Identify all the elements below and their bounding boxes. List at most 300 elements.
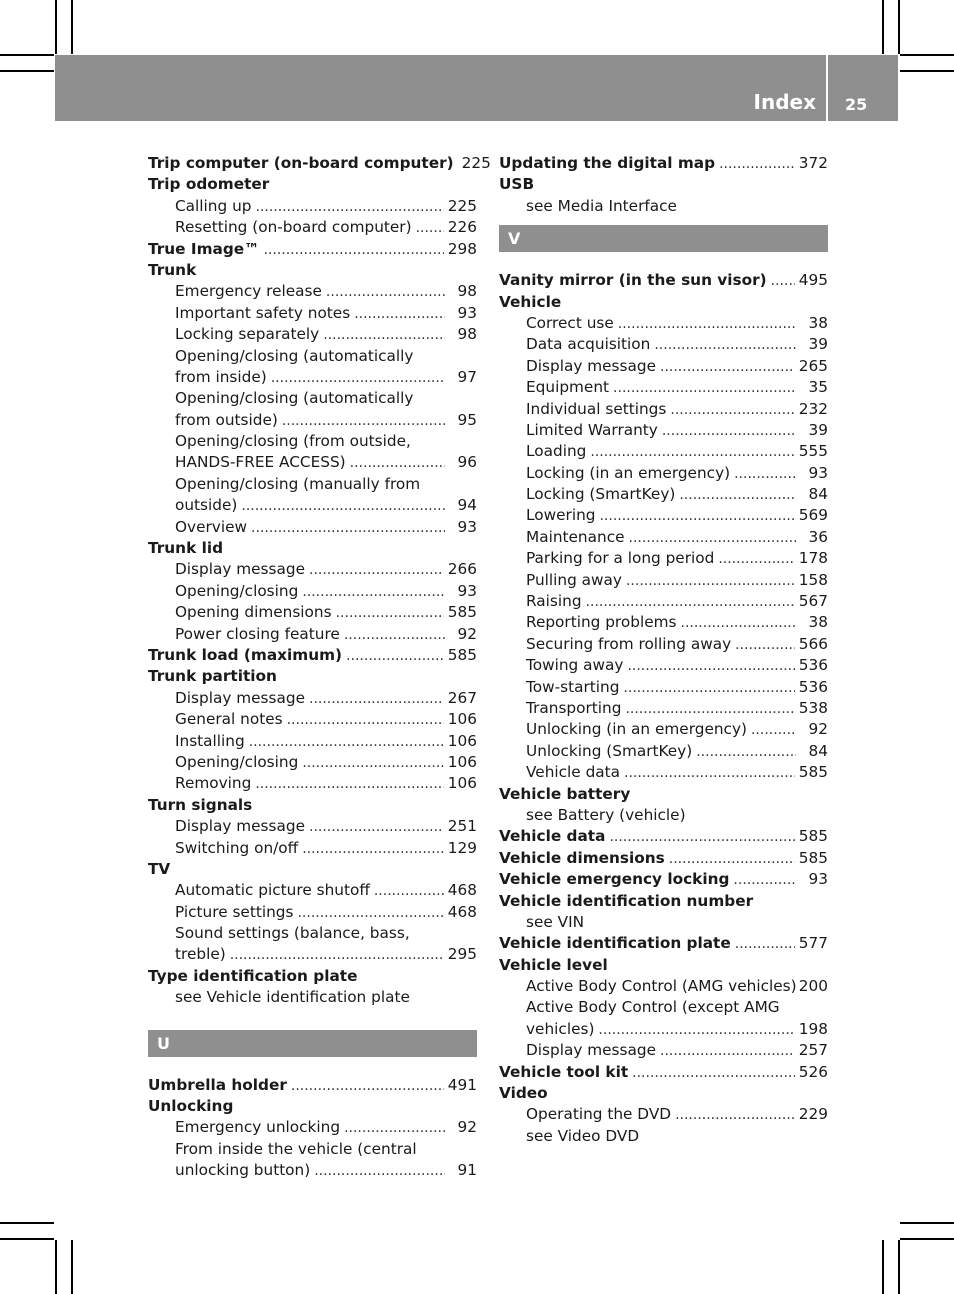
index-subentry [499,634,828,655]
page-ref: 36 [808,527,828,546]
entry-text: Picture settings [175,902,294,921]
entry-text: Display message [175,817,305,836]
entry-text: Maintenance [526,527,625,546]
entry-text: Vehicle identification number [499,891,754,910]
leader-dots [632,1063,795,1084]
leader-dots [350,453,445,474]
entry-text: Vehicle battery [499,784,631,803]
entry-text: Turn signals [148,795,253,814]
index-entry [148,1096,477,1117]
entry-text: Vehicle dimensions [499,848,665,867]
index-subentry [148,987,477,1008]
leader-dots [287,710,444,731]
crop-mark [900,70,954,72]
page-ref: 39 [808,335,828,354]
entry-text: see Vehicle identification plate [175,988,410,1007]
index-entry [499,270,828,291]
page-ref: 93 [457,303,477,322]
page-ref: 569 [798,506,828,525]
entry-text: Important safety notes [175,303,351,322]
index-subentry [499,976,828,997]
entry-text: Vanity mirror (in the sun visor) [499,271,767,290]
index-subentry [499,356,828,377]
crop-mark [71,1240,73,1294]
leader-dots [586,592,795,613]
leader-dots [679,485,796,506]
crop-mark [55,1240,57,1294]
page-ref: 91 [457,1161,477,1180]
index-entry [499,826,828,847]
page-ref: 198 [798,1019,828,1038]
leader-dots [297,903,443,924]
entry-text: Resetting (on-board computer) [175,218,412,237]
index-column-left [148,153,491,1182]
entry-text: Towing away [526,656,624,675]
index-subentry [148,281,477,302]
leader-dots [735,635,795,656]
page-ref: 538 [798,698,828,717]
entry-text: Individual settings [526,399,667,418]
leader-dots [309,560,444,581]
page-ref: 251 [447,817,477,836]
leader-dots [681,613,797,634]
index-subentry [148,773,477,794]
index-subentry [148,217,477,238]
index-subentry [148,324,477,345]
page-ref: 526 [798,1062,828,1081]
leader-dots [733,870,796,891]
entry-text: USB [499,175,535,194]
index-subentry [499,612,828,633]
page-ref: 585 [447,645,477,664]
index-entry [499,1083,828,1104]
leader-dots [336,603,444,624]
entry-text: Calling up [175,196,252,215]
page-ref: 468 [447,881,477,900]
entry-text: Correct use [526,313,614,332]
index-subentry [499,1104,828,1125]
index-subentry [499,313,828,334]
index-subentry [499,420,828,441]
leader-dots [613,378,796,399]
index-entry [148,153,491,174]
entry-text: Opening/closing (automatically [175,346,414,365]
leader-dots [344,1118,445,1139]
entry-text: Limited Warranty [526,420,658,439]
index-subentry [499,399,828,420]
index-subentry [499,505,828,526]
entry-text: Installing [175,731,245,750]
entry-text: Raising [526,592,582,611]
index-subentry [148,1117,477,1138]
page-ref: 266 [447,560,477,579]
index-subentry [148,581,477,602]
page-ref: 106 [447,774,477,793]
entry-text: Opening/closing (automatically [175,389,414,408]
leader-dots [590,442,794,463]
page-ref: 229 [798,1105,828,1124]
page-ref: 372 [798,154,828,172]
entry-text: Vehicle level [499,955,608,974]
index-subentry [148,517,477,538]
page-ref: 265 [798,356,828,375]
entry-text: Parking for a long period [526,549,715,568]
page-ref: 96 [457,453,477,472]
entry-text: Vehicle tool kit [499,1062,629,1081]
index-entry [148,966,477,987]
index-subentry [499,677,828,698]
index-subentry [148,923,477,944]
entry-text: Automatic picture shutoff [175,881,370,900]
leader-dots [326,282,445,303]
index-subentry [499,1019,828,1040]
index-entry [499,153,828,174]
crop-mark [900,1222,954,1224]
page-ref: 129 [447,838,477,857]
entry-text: General notes [175,710,283,729]
entry-text: Operating the DVD [526,1105,672,1124]
page-ref: 84 [808,741,828,760]
index-entry [499,933,828,954]
entry-text: Unlocking [148,1097,234,1116]
index-subentry [499,570,828,591]
leader-dots [271,368,445,389]
entry-text: Transporting [526,698,622,717]
crop-mark [55,0,57,54]
page-ref: 585 [447,603,477,622]
page-ref: 98 [457,325,477,344]
leader-dots [734,464,796,485]
page-ref: 585 [798,763,828,782]
entry-text: From inside the vehicle (central [175,1139,417,1158]
entry-text: see Video DVD [526,1126,640,1145]
page-ref: 106 [447,752,477,771]
index-entry [148,538,477,559]
leader-dots [230,945,444,966]
entry-text: Securing from rolling away [526,634,732,653]
entry-text: Vehicle emergency locking [499,870,730,889]
page-ref: 106 [447,731,477,750]
entry-text: HANDS-FREE ACCESS) [175,453,346,472]
page-title: Index [753,90,816,114]
page-number: 25 [845,95,868,114]
index-subentry [148,452,477,473]
leader-dots [670,400,794,421]
entry-text: Vehicle data [499,827,606,846]
leader-dots [627,656,794,677]
leader-dots [662,421,796,442]
index-subentry [148,196,477,217]
leader-dots [629,528,796,549]
entry-text: True Image™ [148,239,260,258]
leader-dots [416,218,444,239]
leader-dots [599,506,794,527]
entry-text: Unlocking (SmartKey) [526,741,693,760]
entry-text: Sound settings (balance, bass, [175,924,410,943]
leader-dots [598,1020,794,1041]
index-subentry [148,495,477,516]
index-entry [499,955,828,976]
entry-text: Trip computer (on-board computer) [148,154,454,172]
index-subentry [499,1040,828,1061]
leader-dots [771,271,795,292]
page-ref: 495 [798,271,828,290]
index-subentry [148,624,477,645]
page-ref: 585 [798,848,828,867]
index-subentry [148,346,477,367]
leader-dots [263,240,443,261]
page-ref: 93 [808,870,828,889]
entry-text: outside) [175,496,238,515]
entry-text: Updating the digital map [499,154,716,172]
leader-dots [719,154,795,175]
page-ref: 38 [808,613,828,632]
leader-dots [346,646,444,667]
entry-text: Power closing feature [175,624,340,643]
entry-text: Opening dimensions [175,603,332,622]
index-subentry [148,688,477,709]
entry-text: see Media Interface [526,196,677,215]
entry-text: Opening/closing [175,752,299,771]
page-ref: 93 [808,463,828,482]
leader-dots [323,325,445,346]
crop-mark [0,1222,54,1224]
entry-text: Opening/closing (manually from [175,474,421,493]
index-subentry [499,698,828,719]
crop-mark [0,1238,54,1240]
entry-text: Display message [526,356,656,375]
page-ref: 468 [447,902,477,921]
entry-text: Type identification plate [148,966,358,985]
entry-text: Unlocking (in an emergency) [526,720,747,739]
index-subentry [499,719,828,740]
page-ref: 491 [447,1075,477,1094]
entry-text: Display message [526,1041,656,1060]
leader-dots [291,1076,444,1097]
leader-dots [654,335,796,356]
leader-dots [314,1161,445,1182]
index-subentry [499,463,828,484]
index-entry [148,1075,477,1096]
header-divider [826,55,828,121]
entry-text: Opening/closing [175,581,299,600]
page-ref: 92 [457,624,477,643]
crop-mark [900,1238,954,1240]
leader-dots [660,357,795,378]
index-entry [148,795,477,816]
entry-text: treble) [175,945,226,964]
index-subentry [499,334,828,355]
page-ref: 257 [798,1041,828,1060]
entry-text: from outside) [175,410,278,429]
page-ref: 585 [798,827,828,846]
page-ref: 97 [457,367,477,386]
leader-dots [696,742,796,763]
index-subentry [148,731,477,752]
entry-text: Reporting problems [526,613,677,632]
entry-text: Trunk load (maximum) [148,645,343,664]
crop-mark [882,0,884,54]
page-ref: 95 [457,410,477,429]
section-header-v: V [499,225,828,252]
page-ref: 536 [798,677,828,696]
leader-dots [374,881,444,902]
section-header-u: U [148,1030,477,1057]
page-ref: 93 [457,581,477,600]
entry-text: Locking separately [175,325,320,344]
page-ref: 92 [457,1118,477,1137]
page-ref: 232 [798,399,828,418]
index-subentry [148,1160,477,1181]
entry-text: Overview [175,517,248,536]
index-subentry [499,196,828,217]
index-entry [499,174,828,195]
page-ref: 225 [447,196,477,215]
leader-dots [625,699,794,720]
page-ref: 567 [798,592,828,611]
index-subentry [499,548,828,569]
entry-text: Trip odometer [148,175,270,194]
entry-text: Opening/closing (from outside, [175,432,411,451]
page-ref: 92 [808,720,828,739]
page-ref: 566 [798,634,828,653]
leader-dots [669,849,795,870]
index-subentry [148,752,477,773]
page-ref: 98 [457,282,477,301]
page-ref: 158 [798,570,828,589]
entry-text: Trunk lid [148,539,224,558]
crop-mark [898,1240,900,1294]
entry-text: Display message [175,688,305,707]
crop-mark [0,54,54,56]
entry-text: Tow-starting [526,677,620,696]
index-entry [148,859,477,880]
index-subentry [499,377,828,398]
page-ref: 106 [447,710,477,729]
leader-dots [241,496,445,517]
index-subentry [148,1139,477,1160]
page-ref: 84 [808,485,828,504]
entry-text: from inside) [175,367,267,386]
index-subentry [499,655,828,676]
entry-text: Vehicle data [526,763,621,782]
leader-dots [302,839,444,860]
index-entry [499,848,828,869]
entry-text: see VIN [526,912,585,931]
index-subentry [148,944,477,965]
index-entry [499,1062,828,1083]
entry-text: Removing [175,774,252,793]
index-subentry [148,709,477,730]
index-subentry [148,816,477,837]
page-ref: 555 [798,442,828,461]
leader-dots [735,934,795,955]
index-entry [148,260,477,281]
entry-text: vehicles) [526,1019,595,1038]
leader-dots [282,411,445,432]
index-column-right [499,153,828,1147]
page-ref: 295 [447,945,477,964]
crop-mark [882,1240,884,1294]
entry-text: Display message [175,560,305,579]
leader-dots [255,197,443,218]
leader-dots [718,549,794,570]
entry-text: Active Body Control (except AMG [526,998,780,1017]
crop-mark [898,0,900,54]
index-subentry [148,431,477,452]
index-subentry [499,591,828,612]
index-subentry [148,410,477,431]
index-subentry [499,912,828,933]
page-ref: 94 [457,496,477,515]
entry-text: Lowering [526,506,596,525]
crop-mark [71,0,73,54]
entry-text: Umbrella holder [148,1075,287,1094]
page-ref: 35 [808,378,828,397]
leader-dots [302,753,443,774]
entry-text: Vehicle identification plate [499,934,731,953]
index-subentry [499,805,828,826]
leader-dots [302,582,445,603]
entry-text: Trunk [148,260,197,279]
index-entry [499,784,828,805]
leader-dots [660,1041,795,1062]
entry-text: Vehicle [499,292,562,311]
index-entry [499,869,828,890]
index-subentry [499,484,828,505]
index-subentry [148,388,477,409]
entry-text: Trunk partition [148,667,277,686]
index-subentry [148,559,477,580]
entry-text: Switching on/off [175,838,299,857]
index-subentry [148,902,477,923]
entry-text: Emergency release [175,282,322,301]
index-subentry [148,602,477,623]
index-entry [148,174,477,195]
leader-dots [609,827,794,848]
page-ref: 298 [447,239,477,258]
crop-mark [900,54,954,56]
leader-dots [675,1105,795,1126]
index-entry [148,645,477,666]
leader-dots [251,518,445,539]
index-subentry [499,527,828,548]
entry-text: Active Body Control (AMG vehicles) [526,977,797,996]
index-subentry [499,997,828,1018]
entry-text: Equipment [526,378,610,397]
page-ref: 267 [447,688,477,707]
entry-text: TV [148,859,171,878]
page-ref: 225 [461,154,491,172]
leader-dots [309,817,444,838]
index-subentry [499,441,828,462]
index-subentry [499,762,828,783]
index-entry [499,891,828,912]
index-subentry [148,880,477,901]
index-entry [148,239,477,260]
index-subentry [499,741,828,762]
crop-mark [0,70,54,72]
index-subentry [148,838,477,859]
index-entry [499,292,828,313]
page-ref: 38 [808,313,828,332]
leader-dots [249,732,444,753]
page-ref: 536 [798,656,828,675]
entry-text: Locking (SmartKey) [526,485,676,504]
leader-dots [309,689,444,710]
index-subentry [148,367,477,388]
entry-text: unlocking button) [175,1161,311,1180]
